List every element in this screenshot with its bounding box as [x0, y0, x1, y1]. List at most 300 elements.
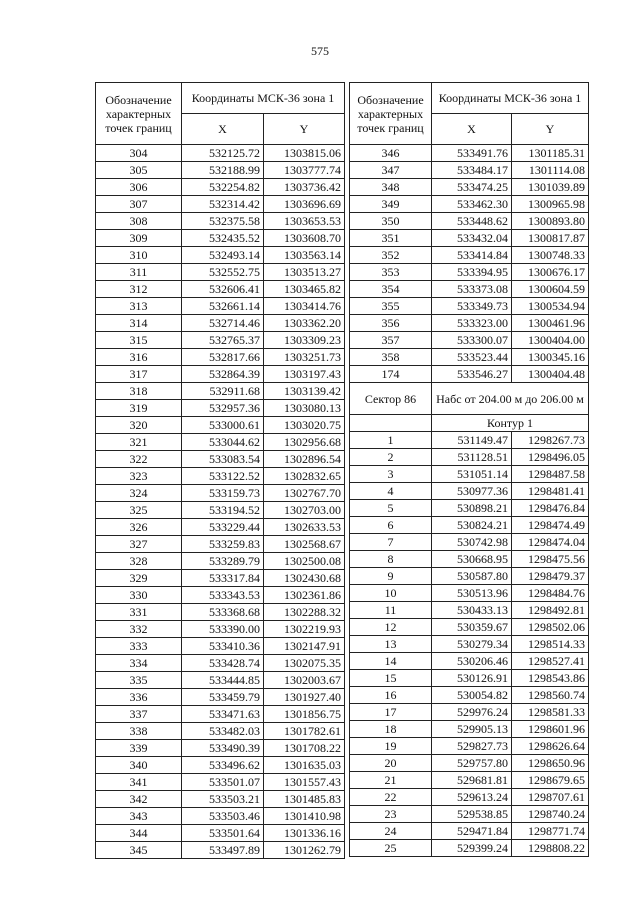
- x-value: 529827.73: [432, 738, 512, 755]
- x-value: 533414.84: [432, 247, 512, 264]
- table-row: [350, 432, 589, 449]
- point-label: 15: [350, 670, 432, 687]
- y-value: 1298626.64: [512, 738, 589, 755]
- x-value: 530513.96: [432, 585, 512, 602]
- y-value: 1298581.33: [512, 704, 589, 721]
- x-value: 530977.36: [432, 483, 512, 500]
- x-value: 533459.79: [182, 689, 264, 706]
- x-value: 532254.82: [182, 179, 264, 196]
- y-value: 1298267.73: [512, 432, 589, 449]
- point-label: 17: [350, 704, 432, 721]
- x-value: 533323.00: [432, 315, 512, 332]
- y-value: 1302767.70: [264, 485, 345, 502]
- x-value: 529471.84: [432, 823, 512, 840]
- point-label: 307: [96, 196, 182, 213]
- table-row: [96, 825, 345, 842]
- x-value: 531051.14: [432, 466, 512, 483]
- x-value: 533300.07: [432, 332, 512, 349]
- point-label: 347: [350, 162, 432, 179]
- point-label: 341: [96, 774, 182, 791]
- y-value: 1301262.79: [264, 842, 345, 859]
- point-label: 350: [350, 213, 432, 230]
- y-value: 1300817.87: [512, 230, 589, 247]
- x-value: 529613.24: [432, 789, 512, 806]
- y-value: 1298487.58: [512, 466, 589, 483]
- y-value: 1302147.91: [264, 638, 345, 655]
- x-value: 533289.79: [182, 553, 264, 570]
- x-value: 530126.91: [432, 670, 512, 687]
- y-value: 1303251.73: [264, 349, 345, 366]
- x-value: 530279.34: [432, 636, 512, 653]
- point-label: 315: [96, 332, 182, 349]
- point-label: 2: [350, 449, 432, 466]
- x-value: 533349.73: [432, 298, 512, 315]
- table-row: [96, 196, 345, 213]
- x-value: 530824.21: [432, 517, 512, 534]
- table-header-row: [96, 83, 345, 114]
- table-row: [96, 264, 345, 281]
- x-value: 531128.51: [432, 449, 512, 466]
- x-value: 533484.17: [432, 162, 512, 179]
- x-value: 533410.36: [182, 638, 264, 655]
- table-row: [96, 672, 345, 689]
- table-row: [96, 281, 345, 298]
- point-label: 358: [350, 349, 432, 366]
- x-value: 533259.83: [182, 536, 264, 553]
- table-row: [96, 332, 345, 349]
- point-label: 10: [350, 585, 432, 602]
- y-value: 1303197.43: [264, 366, 345, 383]
- table-row: [96, 604, 345, 621]
- point-label: 174: [350, 366, 432, 383]
- y-value: 1298474.04: [512, 534, 589, 551]
- y-value: 1303414.76: [264, 298, 345, 315]
- header-point-designation: Обозначение характерных точек границ: [96, 83, 182, 145]
- point-label: 357: [350, 332, 432, 349]
- y-value: 1301782.61: [264, 723, 345, 740]
- point-label: 331: [96, 604, 182, 621]
- table-row: [350, 264, 589, 281]
- table-row: [96, 791, 345, 808]
- point-label: 355: [350, 298, 432, 315]
- x-value: 533044.62: [182, 434, 264, 451]
- point-label: 316: [96, 349, 182, 366]
- y-value: 1303513.27: [264, 264, 345, 281]
- header-x: X: [432, 114, 512, 145]
- table-row: [96, 536, 345, 553]
- table-row: [96, 179, 345, 196]
- x-value: 532765.37: [182, 332, 264, 349]
- x-value: 532375.58: [182, 213, 264, 230]
- x-value: 533368.68: [182, 604, 264, 621]
- point-label: 338: [96, 723, 182, 740]
- x-value: 532435.52: [182, 230, 264, 247]
- table-header-row: [350, 83, 589, 114]
- y-value: 1302500.08: [264, 553, 345, 570]
- x-value: 532314.42: [182, 196, 264, 213]
- x-value: 532188.99: [182, 162, 264, 179]
- page-number: 575: [311, 44, 329, 58]
- point-label: 339: [96, 740, 182, 757]
- point-label: 314: [96, 315, 182, 332]
- table-row: [350, 500, 589, 517]
- table-row: [96, 706, 345, 723]
- table-row: [96, 417, 345, 434]
- point-label: 319: [96, 400, 182, 417]
- x-value: 529538.85: [432, 806, 512, 823]
- x-value: 530433.13: [432, 602, 512, 619]
- y-value: 1301856.75: [264, 706, 345, 723]
- point-label: 313: [96, 298, 182, 315]
- table-row: [96, 162, 345, 179]
- table-row: [96, 485, 345, 502]
- table-row: [350, 281, 589, 298]
- x-value: 533546.27: [432, 366, 512, 383]
- y-value: 1301185.31: [512, 145, 589, 162]
- x-value: 531149.47: [432, 432, 512, 449]
- x-value: 533428.74: [182, 655, 264, 672]
- table-row: [350, 755, 589, 772]
- point-label: 9: [350, 568, 432, 585]
- x-value: 533490.39: [182, 740, 264, 757]
- point-label: 8: [350, 551, 432, 568]
- x-value: 533229.44: [182, 519, 264, 536]
- y-value: 1300461.96: [512, 315, 589, 332]
- y-value: 1298771.74: [512, 823, 589, 840]
- y-value: 1298527.41: [512, 653, 589, 670]
- x-value: 533000.61: [182, 417, 264, 434]
- x-value: 532661.14: [182, 298, 264, 315]
- x-value: 533503.46: [182, 808, 264, 825]
- point-label: 20: [350, 755, 432, 772]
- point-label: 6: [350, 517, 432, 534]
- point-label: 356: [350, 315, 432, 332]
- y-value: 1301557.43: [264, 774, 345, 791]
- contour-label: Контур 1: [432, 415, 589, 432]
- table-row: [96, 247, 345, 264]
- x-value: 532714.46: [182, 315, 264, 332]
- point-label: 327: [96, 536, 182, 553]
- x-value: 529905.13: [432, 721, 512, 738]
- y-value: 1303608.70: [264, 230, 345, 247]
- table-row: [350, 687, 589, 704]
- y-value: 1298502.06: [512, 619, 589, 636]
- point-label: 309: [96, 230, 182, 247]
- y-value: 1300404.00: [512, 332, 589, 349]
- point-label: 329: [96, 570, 182, 587]
- table-row: [96, 553, 345, 570]
- point-label: 351: [350, 230, 432, 247]
- x-value: 533194.52: [182, 502, 264, 519]
- y-value: 1302633.53: [264, 519, 345, 536]
- table-row: [350, 517, 589, 534]
- point-label: 345: [96, 842, 182, 859]
- point-label: 16: [350, 687, 432, 704]
- y-value: 1298514.33: [512, 636, 589, 653]
- table-row: [350, 704, 589, 721]
- x-value: 533501.07: [182, 774, 264, 791]
- point-label: 322: [96, 451, 182, 468]
- x-value: 529681.81: [432, 772, 512, 789]
- y-value: 1302430.68: [264, 570, 345, 587]
- table-row: [96, 451, 345, 468]
- x-value: 533523.44: [432, 349, 512, 366]
- table-row: [350, 349, 589, 366]
- point-label: 3: [350, 466, 432, 483]
- table-row: [96, 468, 345, 485]
- x-value: 533496.62: [182, 757, 264, 774]
- y-value: 1303653.53: [264, 213, 345, 230]
- table-row: [350, 466, 589, 483]
- x-value: 532957.36: [182, 400, 264, 417]
- table-row: [350, 179, 589, 196]
- point-label: 23: [350, 806, 432, 823]
- x-value: 530359.67: [432, 619, 512, 636]
- y-value: 1301708.22: [264, 740, 345, 757]
- y-value: 1298479.37: [512, 568, 589, 585]
- table-row: [350, 772, 589, 789]
- table-row: [96, 502, 345, 519]
- y-value: 1300676.17: [512, 264, 589, 281]
- x-value: 530206.46: [432, 653, 512, 670]
- header-point-designation: Обозначение характерных точек границ: [350, 83, 432, 145]
- table-row: [350, 230, 589, 247]
- table-row: [350, 145, 589, 162]
- y-value: 1298475.56: [512, 551, 589, 568]
- y-value: 1298476.84: [512, 500, 589, 517]
- table-row: [350, 551, 589, 568]
- table-row: [350, 568, 589, 585]
- point-label: 344: [96, 825, 182, 842]
- x-value: 532552.75: [182, 264, 264, 281]
- point-label: 349: [350, 196, 432, 213]
- sector-row: [350, 383, 589, 415]
- coordinates-table-left: [95, 82, 345, 859]
- y-value: 1303309.23: [264, 332, 345, 349]
- x-value: 533501.64: [182, 825, 264, 842]
- y-value: 1298740.24: [512, 806, 589, 823]
- y-value: 1300965.98: [512, 196, 589, 213]
- x-value: 533343.53: [182, 587, 264, 604]
- table-row: [350, 298, 589, 315]
- point-label: 11: [350, 602, 432, 619]
- point-label: 310: [96, 247, 182, 264]
- y-value: 1303362.20: [264, 315, 345, 332]
- y-value: 1300404.48: [512, 366, 589, 383]
- table-row: [350, 653, 589, 670]
- y-value: 1303020.75: [264, 417, 345, 434]
- y-value: 1301410.98: [264, 808, 345, 825]
- point-label: 336: [96, 689, 182, 706]
- table-row: [350, 840, 589, 857]
- x-value: 532493.14: [182, 247, 264, 264]
- point-label: 334: [96, 655, 182, 672]
- table-row: [96, 400, 345, 417]
- point-label: 353: [350, 264, 432, 281]
- y-value: 1298492.81: [512, 602, 589, 619]
- table-row: [96, 145, 345, 162]
- y-value: 1302703.00: [264, 502, 345, 519]
- y-value: 1302956.68: [264, 434, 345, 451]
- table-row: [96, 621, 345, 638]
- y-value: 1302288.32: [264, 604, 345, 621]
- point-label: 21: [350, 772, 432, 789]
- x-value: 530742.98: [432, 534, 512, 551]
- y-value: 1300893.80: [512, 213, 589, 230]
- x-value: 532864.39: [182, 366, 264, 383]
- table-row: [350, 213, 589, 230]
- y-value: 1302896.54: [264, 451, 345, 468]
- header-coordinates: Координаты МСК-36 зона 1: [432, 83, 589, 114]
- point-label: 14: [350, 653, 432, 670]
- y-value: 1302832.65: [264, 468, 345, 485]
- table-row: [350, 162, 589, 179]
- x-value: 530898.21: [432, 500, 512, 517]
- y-value: 1302003.67: [264, 672, 345, 689]
- y-value: 1302075.35: [264, 655, 345, 672]
- x-value: 529757.80: [432, 755, 512, 772]
- header-y: Y: [264, 114, 345, 145]
- table-row: [96, 740, 345, 757]
- point-label: 5: [350, 500, 432, 517]
- point-label: 342: [96, 791, 182, 808]
- header-y: Y: [512, 114, 589, 145]
- table-row: [96, 298, 345, 315]
- point-label: 308: [96, 213, 182, 230]
- header-x: X: [182, 114, 264, 145]
- x-value: 532817.66: [182, 349, 264, 366]
- table-row: [350, 602, 589, 619]
- table-row: [350, 196, 589, 213]
- table-row: [96, 842, 345, 859]
- x-value: 529976.24: [432, 704, 512, 721]
- table-row: [350, 670, 589, 687]
- y-value: 1303815.06: [264, 145, 345, 162]
- x-value: 533432.04: [432, 230, 512, 247]
- y-value: 1303139.42: [264, 383, 345, 400]
- x-value: 533317.84: [182, 570, 264, 587]
- point-label: 325: [96, 502, 182, 519]
- point-label: 337: [96, 706, 182, 723]
- point-label: 348: [350, 179, 432, 196]
- point-label: 340: [96, 757, 182, 774]
- table-row: [350, 823, 589, 840]
- table-row: [96, 366, 345, 383]
- point-label: 321: [96, 434, 182, 451]
- table-row: [96, 383, 345, 400]
- point-label: 343: [96, 808, 182, 825]
- point-label: 311: [96, 264, 182, 281]
- table-row: [350, 449, 589, 466]
- table-row: [96, 723, 345, 740]
- x-value: 533373.08: [432, 281, 512, 298]
- x-value: 533159.73: [182, 485, 264, 502]
- x-value: 533503.21: [182, 791, 264, 808]
- table-row: [350, 585, 589, 602]
- y-value: 1298808.22: [512, 840, 589, 857]
- point-label: 24: [350, 823, 432, 840]
- x-value: 533471.63: [182, 706, 264, 723]
- x-value: 533394.95: [432, 264, 512, 281]
- y-value: 1298481.41: [512, 483, 589, 500]
- y-value: 1301039.89: [512, 179, 589, 196]
- point-label: 12: [350, 619, 432, 636]
- table-row: [350, 636, 589, 653]
- table-row: [350, 483, 589, 500]
- y-value: 1301336.16: [264, 825, 345, 842]
- y-value: 1298601.96: [512, 721, 589, 738]
- table-row: [350, 738, 589, 755]
- table-row: [350, 534, 589, 551]
- y-value: 1302219.93: [264, 621, 345, 638]
- table-row: [96, 587, 345, 604]
- y-value: 1298650.96: [512, 755, 589, 772]
- y-value: 1298474.49: [512, 517, 589, 534]
- x-value: 533497.89: [182, 842, 264, 859]
- point-label: 18: [350, 721, 432, 738]
- table-row: [350, 806, 589, 823]
- point-label: 304: [96, 145, 182, 162]
- table-row: [96, 638, 345, 655]
- y-value: 1303465.82: [264, 281, 345, 298]
- table-row: [350, 247, 589, 264]
- table-row: [350, 721, 589, 738]
- y-value: 1303736.42: [264, 179, 345, 196]
- y-value: 1300748.33: [512, 247, 589, 264]
- y-value: 1303696.69: [264, 196, 345, 213]
- table-row: [96, 808, 345, 825]
- x-value: 530668.95: [432, 551, 512, 568]
- y-value: 1303080.13: [264, 400, 345, 417]
- point-label: 335: [96, 672, 182, 689]
- table-row: [96, 213, 345, 230]
- x-value: 533491.76: [432, 145, 512, 162]
- x-value: 533083.54: [182, 451, 264, 468]
- table-row: [96, 434, 345, 451]
- table-row: [96, 230, 345, 247]
- table-row: [350, 789, 589, 806]
- y-value: 1300534.94: [512, 298, 589, 315]
- y-value: 1301114.08: [512, 162, 589, 179]
- y-value: 1301485.83: [264, 791, 345, 808]
- x-value: 533474.25: [432, 179, 512, 196]
- table-row: [350, 332, 589, 349]
- x-value: 532606.41: [182, 281, 264, 298]
- y-value: 1302361.86: [264, 587, 345, 604]
- y-value: 1300345.16: [512, 349, 589, 366]
- table-row: [350, 366, 589, 383]
- coordinates-table-right: [349, 82, 589, 857]
- point-label: 354: [350, 281, 432, 298]
- table-row: [96, 757, 345, 774]
- y-value: 1298679.65: [512, 772, 589, 789]
- header-coordinates: Координаты МСК-36 зона 1: [182, 83, 345, 114]
- point-label: 328: [96, 553, 182, 570]
- point-label: 13: [350, 636, 432, 653]
- x-value: 529399.24: [432, 840, 512, 857]
- point-label: 19: [350, 738, 432, 755]
- point-label: 317: [96, 366, 182, 383]
- y-value: 1298543.86: [512, 670, 589, 687]
- point-label: 332: [96, 621, 182, 638]
- table-row: [96, 349, 345, 366]
- point-label: 330: [96, 587, 182, 604]
- x-value: 533482.03: [182, 723, 264, 740]
- x-value: 533448.62: [432, 213, 512, 230]
- x-value: 530587.80: [432, 568, 512, 585]
- table-row: [96, 315, 345, 332]
- x-value: 533444.85: [182, 672, 264, 689]
